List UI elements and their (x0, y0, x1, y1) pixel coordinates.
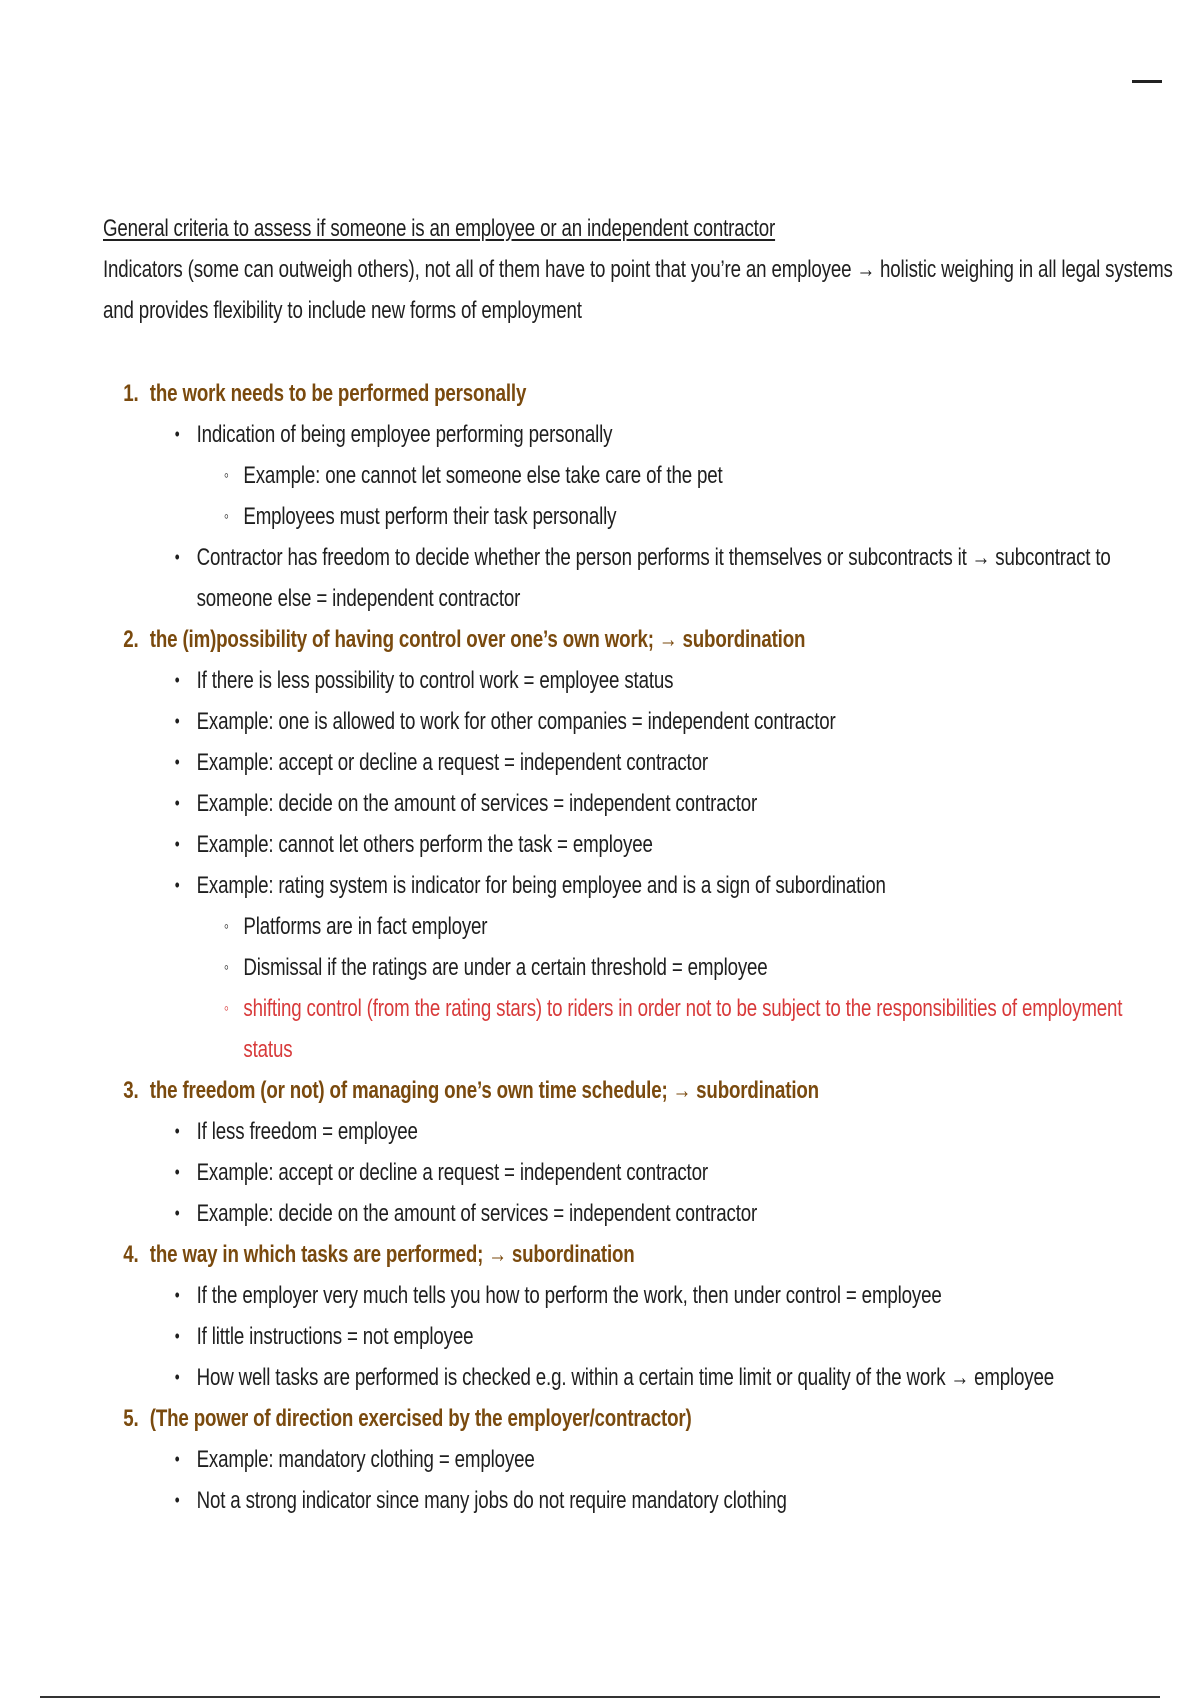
sub-list-item (103, 496, 883, 537)
sub-list-item-continuation: status (243, 1036, 293, 1063)
intro-line-1: Indicators (some can outweigh others), not all of them have to point that you’re an employee → holistic weighing in all legal systems (103, 256, 1173, 283)
list-item (103, 742, 883, 783)
list-item (103, 1193, 883, 1234)
section-heading-2 (103, 619, 883, 660)
list-item-text: Indication of being employee performing personally (196, 421, 613, 448)
list-item-text: Example: decide on the amount of services = independent contractor (196, 1200, 758, 1227)
bottom-rule (40, 1696, 1160, 1698)
section-heading-4 (103, 1234, 883, 1275)
list-item-text: If little instructions = not employee (196, 1323, 474, 1350)
section-heading-3 (103, 1070, 883, 1111)
hollow-bullet-icon: ◦ (223, 957, 229, 977)
hollow-bullet-icon: ◦ (223, 506, 229, 526)
list-item (103, 783, 883, 824)
list-item (103, 824, 883, 865)
hollow-bullet-icon: ◦ (223, 916, 229, 936)
sub-list-item-highlighted (103, 988, 1123, 1029)
section-heading-text: (The power of direction exercised by the employer/contractor) (149, 1405, 692, 1432)
document-title: General criteria to assess if someone is an employee or an independent contractor (103, 215, 776, 242)
list-item (103, 1111, 883, 1152)
list-item (103, 414, 883, 455)
section-heading-1 (103, 373, 883, 414)
sub-list-item (103, 906, 883, 947)
list-item (103, 660, 883, 701)
section-heading-text: the (im)possibility of having control over one’s own work; → subordination (149, 626, 806, 653)
section-number: 3. (123, 1077, 139, 1104)
section-heading-text: the work needs to be performed personally (149, 380, 527, 407)
list-item-continuation: someone else = independent contractor (196, 585, 521, 612)
list-item-text: If less freedom = employee (196, 1118, 418, 1145)
list-item-text: Example: accept or decline a request = independent contractor (196, 1159, 708, 1186)
bullet-icon: • (174, 1162, 180, 1182)
bullet-icon: • (174, 670, 180, 690)
sub-list-item-text: shifting control (from the rating stars) to riders in order not to be subject to the responsibilities of employment (243, 995, 1123, 1022)
hollow-bullet-icon: ◦ (223, 998, 229, 1018)
sub-list-item-text: Dismissal if the ratings are under a certain threshold = employee (243, 954, 768, 981)
bullet-icon: • (174, 1203, 180, 1223)
section-number: 5. (123, 1405, 139, 1432)
list-item-text: Not a strong indicator since many jobs do not require mandatory clothing (196, 1487, 787, 1514)
bullet-icon: • (174, 1285, 180, 1305)
list-item (103, 1316, 883, 1357)
bullet-icon: • (174, 1121, 180, 1141)
bullet-icon: • (174, 547, 180, 567)
bullet-icon: • (174, 834, 180, 854)
list-item (103, 537, 1111, 578)
list-item-text: Example: accept or decline a request = independent contractor (196, 749, 708, 776)
hollow-bullet-icon: ◦ (223, 465, 229, 485)
list-item-text: Example: cannot let others perform the task = employee (196, 831, 653, 858)
list-item (103, 701, 883, 742)
bullet-icon: • (174, 424, 180, 444)
list-item-text: Example: mandatory clothing = employee (196, 1446, 535, 1473)
list-item (103, 1275, 942, 1316)
list-item (103, 1439, 883, 1480)
list-item-text: If the employer very much tells you how to perform the work, then under control = employee (196, 1282, 942, 1309)
section-number: 4. (123, 1241, 139, 1268)
sub-list-item-text: Employees must perform their task personally (243, 503, 617, 530)
list-item-text: Example: rating system is indicator for being employee and is a sign of subordination (196, 872, 886, 899)
spacer (103, 331, 883, 373)
sub-list-item-text: Example: one cannot let someone else take care of the pet (243, 462, 723, 489)
bullet-icon: • (174, 793, 180, 813)
list-item (103, 1357, 1055, 1398)
bullet-icon: • (174, 1367, 180, 1387)
section-heading-5 (103, 1398, 883, 1439)
corner-dash-mark (1132, 80, 1162, 83)
list-item (103, 1152, 883, 1193)
bullet-icon: • (174, 711, 180, 731)
sub-list-item (103, 455, 883, 496)
bullet-icon: • (174, 1449, 180, 1469)
list-item-text: How well tasks are performed is checked e.g. within a certain time limit or quality of the work → employee (196, 1364, 1055, 1391)
list-item-text: If there is less possibility to control work = employee status (196, 667, 674, 694)
section-number: 1. (123, 380, 139, 407)
sub-list-item (103, 947, 883, 988)
intro-line-2: and provides flexibility to include new forms of employment (103, 297, 582, 324)
list-item-text: Example: decide on the amount of services = independent contractor (196, 790, 758, 817)
bullet-icon: • (174, 1326, 180, 1346)
section-heading-text: the way in which tasks are performed; → subordination (149, 1241, 635, 1268)
document-body (103, 208, 1173, 1521)
section-heading-text: the freedom (or not) of managing one’s own time schedule; → subordination (149, 1077, 819, 1104)
bullet-icon: • (174, 1490, 180, 1510)
list-item-text: Contractor has freedom to decide whether the person performs it themselves or subcontracts it → subcontract to (196, 544, 1111, 571)
list-item-text: Example: one is allowed to work for other companies = independent contractor (196, 708, 836, 735)
list-item (103, 1480, 883, 1521)
section-number: 2. (123, 626, 139, 653)
bullet-icon: • (174, 875, 180, 895)
list-item (103, 865, 886, 906)
sub-list-item-text: Platforms are in fact employer (243, 913, 488, 940)
bullet-icon: • (174, 752, 180, 772)
